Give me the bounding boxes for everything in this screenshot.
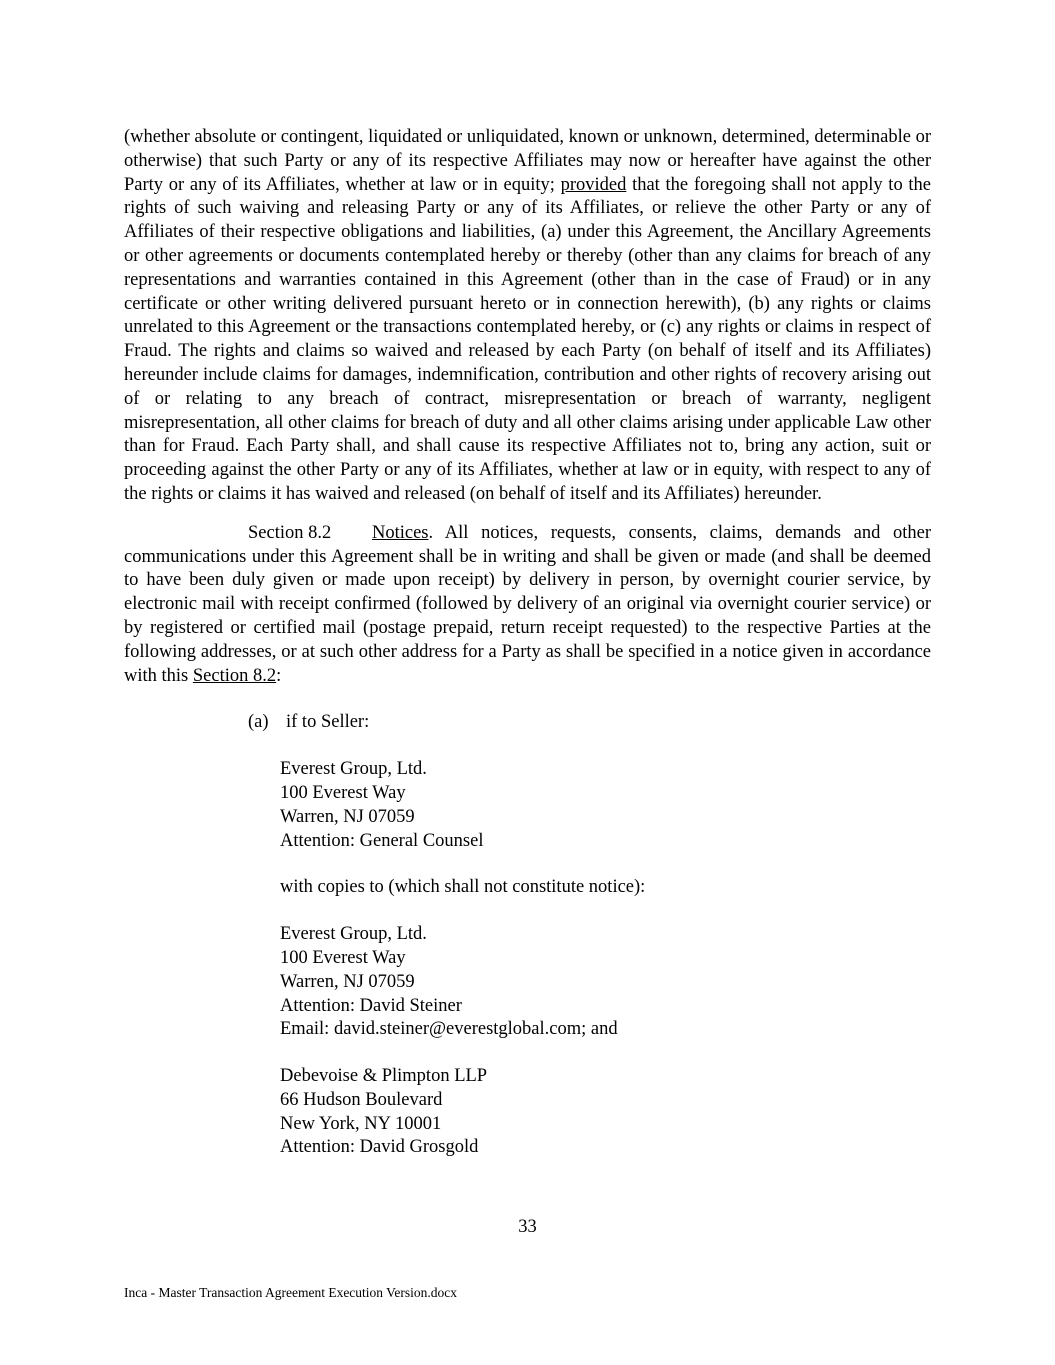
section-body: . All notices, requests, consents, claims, demands and other communications under this Agreement shall be in writing and shall be given or made (and shall be deemed to have been duly given or made upon receipt) by delivery in person, by overnight courier service, by electronic mail with receipt confirmed (followed by delivery of an original via overnight courier service) or by registered or certified mail (postage prepaid, return receipt requested) to the respective Parties at the following addresses, or at such other address for a Party as shall be specified in a notice given in accordance with this [124,522,931,686]
address-line: Email: david.steiner@everestglobal.com; and [280,1019,618,1040]
document-footer: Inca - Master Transaction Agreement Execution Version.docx [124,1285,458,1300]
address-line: 100 Everest Way [280,947,406,968]
item-a [124,711,931,735]
section-title: Notices [372,522,429,543]
page-number: 33 [518,1217,537,1237]
copy2-address [280,1065,931,1160]
address-line: Attention: General Counsel [280,830,484,851]
section-number: Section 8.2 [248,522,332,543]
section-end-colon: : [276,665,282,686]
copy1-address [280,923,931,1042]
address-line: Warren, NJ 07059 [280,971,415,992]
address-line: Debevoise & Plimpton LLP [280,1066,488,1087]
address-line: Warren, NJ 07059 [280,806,415,827]
address-line: Attention: David Grosgold [280,1137,479,1158]
provided-term: provided [560,174,627,195]
item-a-text: if to Seller: [286,712,370,733]
address-line: Everest Group, Ltd. [280,759,427,780]
section-reference: Section 8.2 [192,665,277,686]
copies-intro [280,876,931,900]
address-line: Everest Group, Ltd. [280,924,427,945]
address-line: Attention: David Steiner [280,995,462,1016]
waiver-paragraph [124,126,931,507]
address-line: 100 Everest Way [280,782,406,803]
item-a-label: (a) [248,712,269,733]
waiver-text-part-2: that the foregoing shall not apply to the rights of such waiving and releasing Party or any of its Affiliates, or relieve the other Party or any of Affiliates of their respective obligations and liabilities, (a) under this Agreement, the Ancillary Agreements or other agreements or documents contemplated hereby or thereby (other than any claims for breach of any representations and warranties contained in this Agreement (other than in the case of Fraud) or in any certificate or other writing delivered pursuant hereto or in connection herewith), (b) any rights or claims unrelated to this Agreement or the transactions contemplated hereby, or (c) any rights or claims in respect of Fraud. The rights and claims so waived and released by each Party (on behalf of itself and its Affiliates) hereunder include claims for damages, indemnification, contribution and other rights of recovery arising out of or relating to any breach of contract, misrepresentation or breach of warranty, negligent misrepresentation, all other claims for breach of duty and all other claims arising under applicable Law other than for Fraud. Each Party shall, and shall cause its respective Affiliates not to, bring any action, suit or proceeding against the other Party or any of its Affiliates, whether at law or in equity, with respect to any of the rights or claims it has waived and released (on behalf of itself and its Affiliates) hereunder. [124,174,932,504]
document-page [124,126,931,1160]
seller-address [280,758,931,853]
copies-intro-text: with copies to (which shall not constitute notice): [280,877,646,898]
address-line: 66 Hudson Boulevard [280,1089,443,1110]
address-line: New York, NY 10001 [280,1113,442,1134]
section-8-2-paragraph [124,522,931,689]
waiver-text-part-1: (whether absolute or contingent, liquidated or unliquidated, known or unknown, determined, determinable or otherwise) that such Party or any of its respective Affiliates may now or hereafter have against the other Party or any of its Affiliates, whether at law or in equity; [124,127,931,195]
